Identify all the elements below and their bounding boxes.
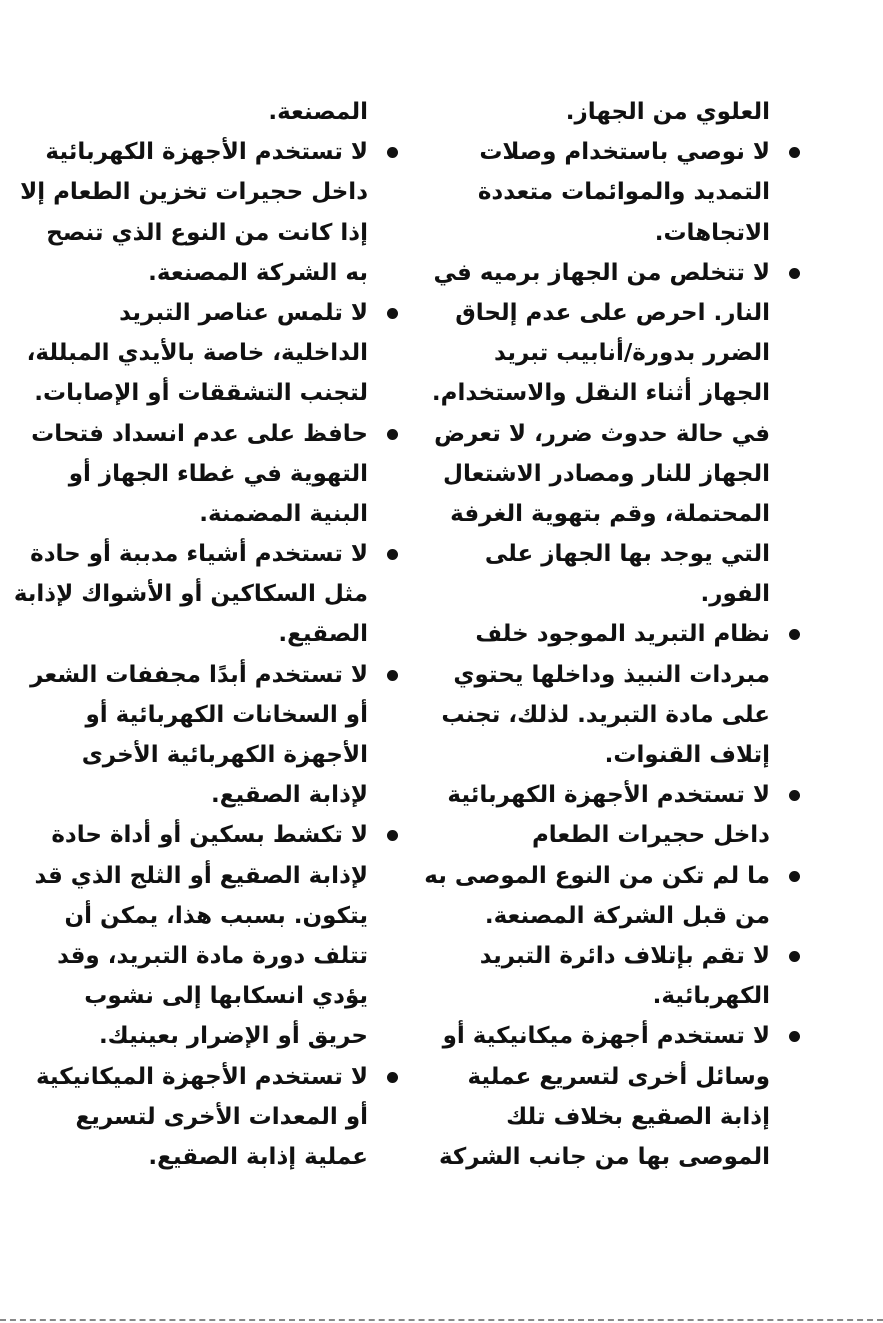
line-text: التمديد والموائمات متعددة bbox=[477, 179, 770, 206]
bullet-icon bbox=[789, 268, 800, 279]
text-line bbox=[54, 976, 398, 1016]
bullet-icon bbox=[387, 830, 398, 841]
bullet-icon bbox=[387, 429, 398, 440]
text-line bbox=[424, 856, 800, 896]
text-line bbox=[468, 132, 800, 172]
line-text: إذابة الصقيع بخلاف تلك bbox=[506, 1103, 770, 1130]
line-text: لا تلمس عناصر التبريد bbox=[119, 299, 368, 326]
line-text: لا تستخدم الأجهزة الميكانيكية bbox=[35, 1063, 368, 1090]
line-text: مبردات النبيذ وداخلها يحتوي bbox=[453, 661, 770, 688]
line-text: لتجنب التشققات أو الإصابات. bbox=[34, 380, 368, 407]
text-line bbox=[54, 936, 398, 976]
line-text: لإذابة الصقيع. bbox=[211, 782, 368, 809]
line-text: داخل حجيرات تخزين الطعام إلا bbox=[20, 179, 368, 206]
line-text: يؤدي انسكابها إلى نشوب bbox=[84, 983, 368, 1010]
bullet-icon bbox=[789, 790, 800, 801]
line-text: المحتملة، وقم بتهوية الغرفة bbox=[450, 500, 770, 527]
text-line bbox=[54, 1016, 398, 1056]
text-line bbox=[468, 735, 800, 775]
text-line bbox=[54, 494, 398, 534]
line-text: من قبل الشركة المصنعة. bbox=[484, 902, 770, 929]
text-line bbox=[30, 655, 398, 695]
text-line bbox=[468, 614, 800, 654]
line-text: حريق أو الإضرار بعينيك. bbox=[98, 1023, 368, 1050]
bullet-icon bbox=[387, 147, 398, 158]
bullet-icon bbox=[387, 549, 398, 560]
line-text: المصنعة. bbox=[268, 99, 368, 125]
text-line bbox=[434, 414, 800, 454]
text-line bbox=[20, 172, 398, 212]
bullet-icon bbox=[789, 629, 800, 640]
right-column bbox=[424, 92, 800, 1177]
text-line bbox=[54, 454, 398, 494]
line-text: به الشركة المصنعة. bbox=[148, 259, 368, 286]
line-text: لا تتخلص من الجهاز برميه في bbox=[433, 259, 770, 286]
line-text: لا تستخدم الأجهزة الكهربائية bbox=[447, 782, 770, 809]
text-line bbox=[34, 373, 398, 413]
line-text: إتلاف القنوات. bbox=[604, 742, 770, 768]
text-line bbox=[54, 253, 398, 293]
line-text: لا تستخدم أبدًا مجففات الشعر bbox=[30, 661, 368, 688]
text-line bbox=[468, 333, 800, 373]
bullet-icon bbox=[789, 951, 800, 962]
line-text: في حالة حدوث ضرر، لا تعرض bbox=[434, 420, 770, 447]
text-line bbox=[54, 896, 398, 936]
text-line bbox=[54, 293, 398, 333]
line-text: العلوي من الجهاز. bbox=[565, 99, 770, 125]
line-text: لإذابة الصقيع أو الثلج الذي قد bbox=[34, 862, 368, 889]
line-text: تتلف دورة مادة التبريد، وقد bbox=[57, 942, 368, 969]
text-line bbox=[468, 976, 800, 1016]
line-text: ما لم تكن من النوع الموصى به bbox=[424, 862, 770, 889]
line-text: مثل السكاكين أو الأشواك لإذابة bbox=[13, 581, 368, 608]
line-text: لا نوصي باستخدام وصلات bbox=[479, 139, 770, 166]
line-text: الفور. bbox=[700, 581, 770, 608]
bullet-icon bbox=[789, 147, 800, 158]
line-text: الجهاز أثناء النقل والاستخدام. bbox=[431, 380, 770, 407]
text-line bbox=[54, 775, 398, 815]
text-line bbox=[443, 454, 800, 494]
text-line bbox=[35, 1057, 398, 1097]
text-line bbox=[54, 614, 398, 654]
text-line bbox=[46, 213, 398, 253]
text-line bbox=[26, 333, 398, 373]
line-text: وسائل أخرى لتسريع عملية bbox=[467, 1063, 770, 1090]
line-text: يتكون. بسبب هذا، يمكن أن bbox=[64, 902, 368, 929]
line-text: على مادة التبريد. لذلك، تجنب bbox=[441, 701, 770, 728]
line-text: أو السخانات الكهربائية أو bbox=[85, 701, 368, 728]
line-text: الداخلية، خاصة بالأيدي المبللة، bbox=[26, 340, 368, 367]
line-text: لا تستخدم الأجهزة الكهربائية bbox=[45, 139, 368, 166]
text-line bbox=[468, 574, 800, 614]
line-text: أو المعدات الأخرى لتسريع bbox=[75, 1103, 368, 1130]
text-line bbox=[468, 936, 800, 976]
line-text: إذا كانت من النوع الذي تنصح bbox=[46, 219, 368, 246]
bullet-icon bbox=[789, 1031, 800, 1042]
line-text: الاتجاهات. bbox=[654, 219, 770, 246]
left-column bbox=[13, 92, 398, 1177]
line-text: النار. احرص على عدم إلحاق bbox=[455, 299, 770, 326]
text-line bbox=[54, 92, 398, 132]
line-text: الجهاز للنار ومصادر الاشتعال bbox=[443, 460, 770, 487]
bullet-icon bbox=[789, 871, 800, 882]
line-text: داخل حجيرات الطعام bbox=[531, 822, 770, 849]
text-line bbox=[441, 695, 800, 735]
text-line bbox=[54, 1137, 398, 1177]
page-bottom-border bbox=[0, 1319, 883, 1321]
text-line bbox=[54, 1097, 398, 1137]
text-line bbox=[468, 92, 800, 132]
line-text: لا تقم بإتلاف دائرة التبريد bbox=[479, 942, 770, 969]
line-text: نظام التبريد الموجود خلف bbox=[475, 621, 770, 648]
text-line bbox=[30, 534, 398, 574]
line-text: الكهربائية. bbox=[652, 983, 770, 1010]
line-text: الضرر بدورة/أنابيب تبريد bbox=[494, 340, 770, 367]
line-text: لا تستخدم أجهزة ميكانيكية أو bbox=[442, 1023, 770, 1050]
text-line bbox=[442, 1016, 800, 1056]
line-text: الصقيع. bbox=[278, 621, 368, 648]
line-text: عملية إذابة الصقيع. bbox=[148, 1143, 368, 1170]
text-line bbox=[13, 574, 398, 614]
line-text: حافظ على عدم انسداد فتحات bbox=[31, 420, 368, 447]
text-line bbox=[438, 1137, 800, 1177]
text-line bbox=[450, 494, 800, 534]
text-line bbox=[447, 775, 800, 815]
line-text: البنية المضمنة. bbox=[199, 500, 368, 527]
bullet-icon bbox=[387, 1072, 398, 1083]
text-line bbox=[455, 293, 800, 333]
text-line bbox=[468, 815, 800, 855]
text-line bbox=[54, 695, 398, 735]
text-line bbox=[34, 856, 398, 896]
text-line bbox=[31, 414, 398, 454]
bullet-icon bbox=[387, 308, 398, 319]
text-line bbox=[468, 1057, 800, 1097]
text-line bbox=[51, 815, 398, 855]
line-text: التي يوجد بها الجهاز على bbox=[484, 541, 770, 568]
text-line bbox=[468, 213, 800, 253]
line-text: لا تستخدم أشياء مدببة أو حادة bbox=[30, 541, 368, 568]
line-text: الموصى بها من جانب الشركة bbox=[438, 1143, 770, 1170]
line-text: الأجهزة الكهربائية الأخرى bbox=[81, 742, 368, 768]
line-text: التهوية في غطاء الجهاز أو bbox=[68, 460, 368, 487]
text-line bbox=[433, 253, 800, 293]
text-line bbox=[453, 655, 800, 695]
bullet-icon bbox=[387, 670, 398, 681]
text-line bbox=[54, 735, 398, 775]
text-line bbox=[431, 373, 800, 413]
text-line bbox=[468, 1097, 800, 1137]
line-text: لا تكشط بسكين أو أداة حادة bbox=[51, 822, 368, 849]
text-line bbox=[468, 172, 800, 212]
text-line bbox=[468, 534, 800, 574]
text-line bbox=[45, 132, 398, 172]
text-line bbox=[468, 896, 800, 936]
